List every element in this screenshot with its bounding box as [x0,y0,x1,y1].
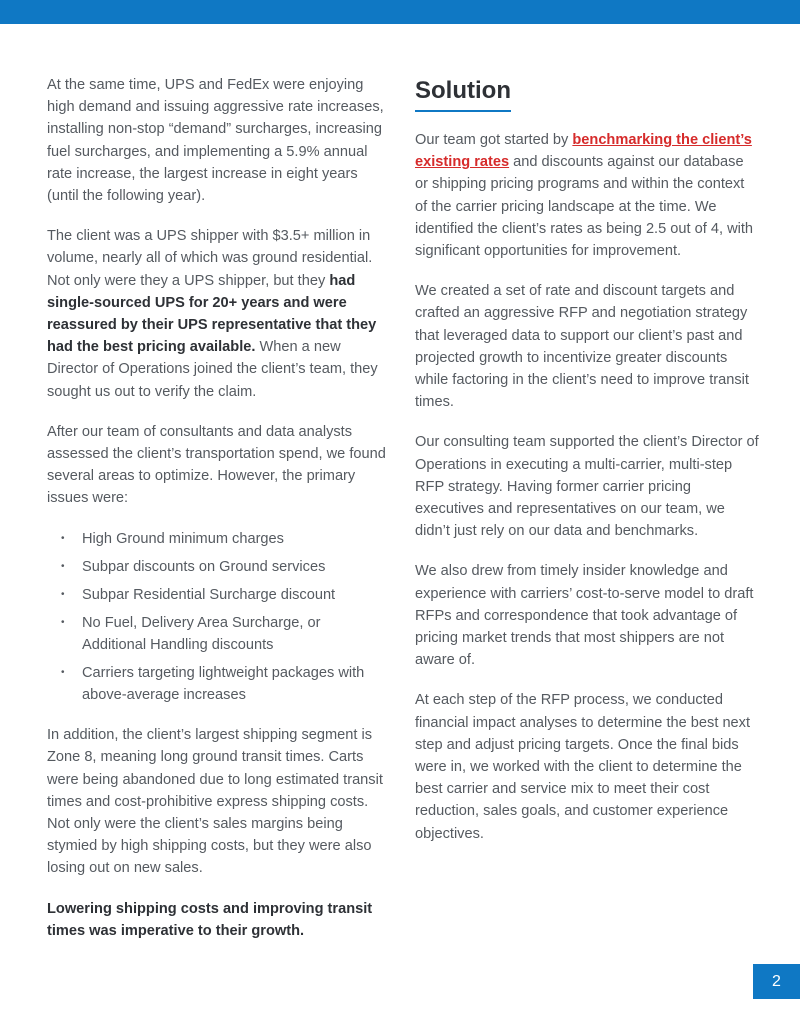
list-item-text: Carriers targeting lightweight packages with above-average increases [82,664,365,704]
closing-statement: Lowering shipping costs and improving transit times was imperative to their growth. [47,900,373,939]
heading-underline [415,110,511,112]
right-column [415,74,760,863]
paragraph-client-background [47,225,387,403]
paragraph-assessment: After our team of consultants and data analysts assessed the client’s transportation spend, we found several areas to optimize. However, the primary issues were: [47,423,386,507]
bullet-icon: • [61,616,65,628]
paragraph-insider-knowledge: We also drew from timely insider knowledge and experience with carriers’ cost-to-serve model to draft RFPs and correspondence that took advantage of pricing market trends that most shippers are not aware of. [415,563,754,669]
issues-list [61,528,387,707]
bullet-icon: • [61,588,65,600]
benchmarking-text: Our team got started by [415,132,573,148]
benchmarking-end: and discounts against our database or shipping pricing programs and within the context of the carrier pricing landscape at the time. We identified the client’s rates as being 2.5 out of 4, with significant opportunities for improvement. [415,154,754,260]
list-item [61,612,387,656]
list-item-text: No Fuel, Delivery Area Surcharge, or Additional Handling discounts [82,614,321,653]
paragraph-benchmarking [415,129,760,262]
list-item-text: Subpar discounts on Ground services [82,558,326,575]
paragraph-impact-analyses: At each step of the RFP process, we conducted financial impact analyses to determine the best next step and adjust pricing targets. Once the final bids were in, we worked with the client to determine the best carrier and service mix to meet their cost reduction, sales goals, and customer experience objectives. [415,692,751,842]
paragraph-consulting-support: Our consulting team supported the client’s Director of Operations in executing a multi-carrier, multi-step RFP strategy. Having former carrier pricing executives and representatives on our team, we didn’t just rely on our data and benchmarks. [415,434,759,540]
list-item [61,662,387,706]
client-background-text: The client was a UPS shipper with $3.5+ million in volume, nearly all of which was ground residential. Not only were they a UPS shipper, but they [47,228,373,289]
bullet-icon: • [61,666,65,678]
client-background-end: When a new Director of Operations joined the client’s team, they sought us out to verify the claim. [47,339,378,400]
list-item [61,528,387,550]
list-item [61,556,387,578]
list-item-text: High Ground minimum charges [82,530,284,547]
section-heading: Solution [415,77,511,104]
left-column [47,74,387,942]
list-item-text: Subpar Residential Surcharge discount [82,586,336,603]
bullet-icon: • [61,560,65,572]
paragraph-rate-increases: At the same time, UPS and FedEx were enjoying high demand and issuing aggressive rate increases, installing non-stop “demand” surcharges, increasing fuel surcharges, and implementing a 5.9% annual rate increase, the largest increase in eight years (until the following year). [47,77,384,205]
bullet-icon: • [61,532,65,544]
page-number: 2 [753,964,800,999]
paragraph-rfp-strategy: We created a set of rate and discount targets and crafted an aggressive RFP and negotiation strategy that leveraged data to support our client’s past and projected growth to incentivize greater discounts while factoring in the client’s need to improve transit times. [415,283,749,411]
benchmarking-link[interactable]: benchmarking the client’s existing rates [415,132,752,171]
list-item [61,584,387,606]
paragraph-zone-8: In addition, the client’s largest shipping segment is Zone 8, meaning long ground transit times. Carts were being abandoned due to long estimated transit times and cost-prohibitive express shipping costs. Not only were the client’s sales margins being stymied by high shipping costs, but they were also losing out on new sales. [47,727,383,877]
client-background-bold: had single-sourced UPS for 20+ years and were reassured by their UPS representative that they had the best pricing available. [47,272,377,356]
header-accent-bar [0,0,800,24]
